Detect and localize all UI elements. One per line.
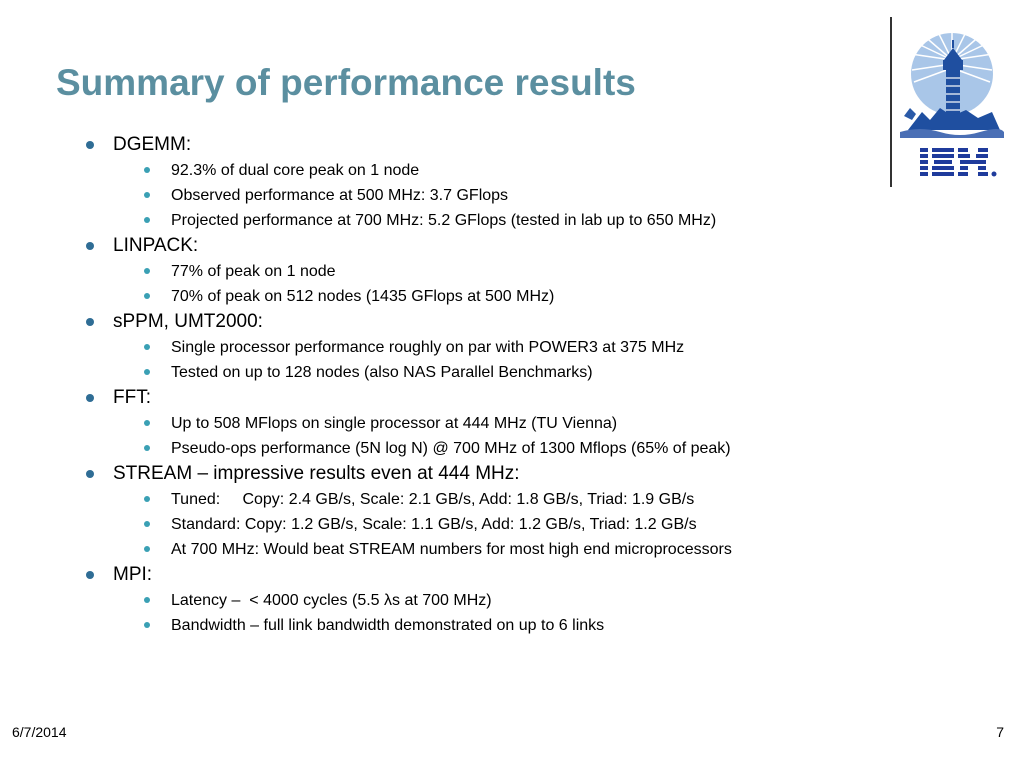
header-divider — [890, 17, 892, 187]
bullet-dot — [86, 571, 94, 579]
sub-bullet: At 700 MHz: Would beat STREAM numbers for most high end microprocessors — [86, 537, 866, 562]
bullet-dot — [144, 268, 150, 274]
bullet-dot — [144, 293, 150, 299]
bullet-list — [86, 132, 866, 638]
bullet-stream: STREAM – impressive results even at 444 MHz: — [86, 461, 866, 487]
bullet-dot — [86, 141, 94, 149]
bullet-dot — [144, 521, 150, 527]
bullet-dot — [86, 394, 94, 402]
bullet-linpack: LINPACK: — [86, 233, 866, 259]
sub-bullet: Single processor performance roughly on par with POWER3 at 375 MHz — [86, 335, 866, 360]
slide-number: 7 — [996, 724, 1004, 740]
sub-bullet: 77% of peak on 1 node — [86, 259, 866, 284]
bullet-dot — [144, 597, 150, 603]
bullet-dot — [144, 217, 150, 223]
bullet-dot — [86, 470, 94, 478]
sub-bullet: Tuned: Copy: 2.4 GB/s, Scale: 2.1 GB/s, Add: 1.8 GB/s, Triad: 1.9 GB/s — [86, 487, 866, 512]
bullet-dot — [144, 546, 150, 552]
ibm-lighthouse-logo — [900, 12, 1010, 184]
bullet-sppm-umt2000: sPPM, UMT2000: — [86, 309, 866, 335]
sub-bullet: Standard: Copy: 1.2 GB/s, Scale: 1.1 GB/s, Add: 1.2 GB/s, Triad: 1.2 GB/s — [86, 512, 866, 537]
sub-bullet: Projected performance at 700 MHz: 5.2 GFlops (tested in lab up to 650 MHz) — [86, 208, 866, 233]
bullet-dot — [144, 445, 150, 451]
sub-bullet: Tested on up to 128 nodes (also NAS Parallel Benchmarks) — [86, 360, 866, 385]
bullet-dgemm: DGEMM: — [86, 132, 866, 158]
bullet-dot — [144, 420, 150, 426]
sub-bullet: 92.3% of dual core peak on 1 node — [86, 158, 866, 183]
slide-title: Summary of performance results — [56, 62, 636, 103]
bullet-mpi: MPI: — [86, 562, 866, 588]
bullet-dot — [144, 496, 150, 502]
bullet-dot — [144, 167, 150, 173]
bullet-dot — [86, 318, 94, 326]
sub-bullet: Observed performance at 500 MHz: 3.7 GFlops — [86, 183, 866, 208]
bullet-dot — [144, 369, 150, 375]
sub-bullet: Latency – < 4000 cycles (5.5 λs at 700 MHz) — [86, 588, 866, 613]
bullet-dot — [144, 192, 150, 198]
bullet-dot — [144, 622, 150, 628]
bullet-fft: FFT: — [86, 385, 866, 411]
footer-date: 6/7/2014 — [12, 724, 67, 740]
sub-bullet: Bandwidth – full link bandwidth demonstrated on up to 6 links — [86, 613, 866, 638]
sub-bullet: 70% of peak on 512 nodes (1435 GFlops at 500 MHz) — [86, 284, 866, 309]
sub-bullet: Pseudo-ops performance (5N log N) @ 700 MHz of 1300 Mflops (65% of peak) — [86, 436, 866, 461]
sub-bullet: Up to 508 MFlops on single processor at 444 MHz (TU Vienna) — [86, 411, 866, 436]
bullet-dot — [144, 344, 150, 350]
bullet-dot — [86, 242, 94, 250]
